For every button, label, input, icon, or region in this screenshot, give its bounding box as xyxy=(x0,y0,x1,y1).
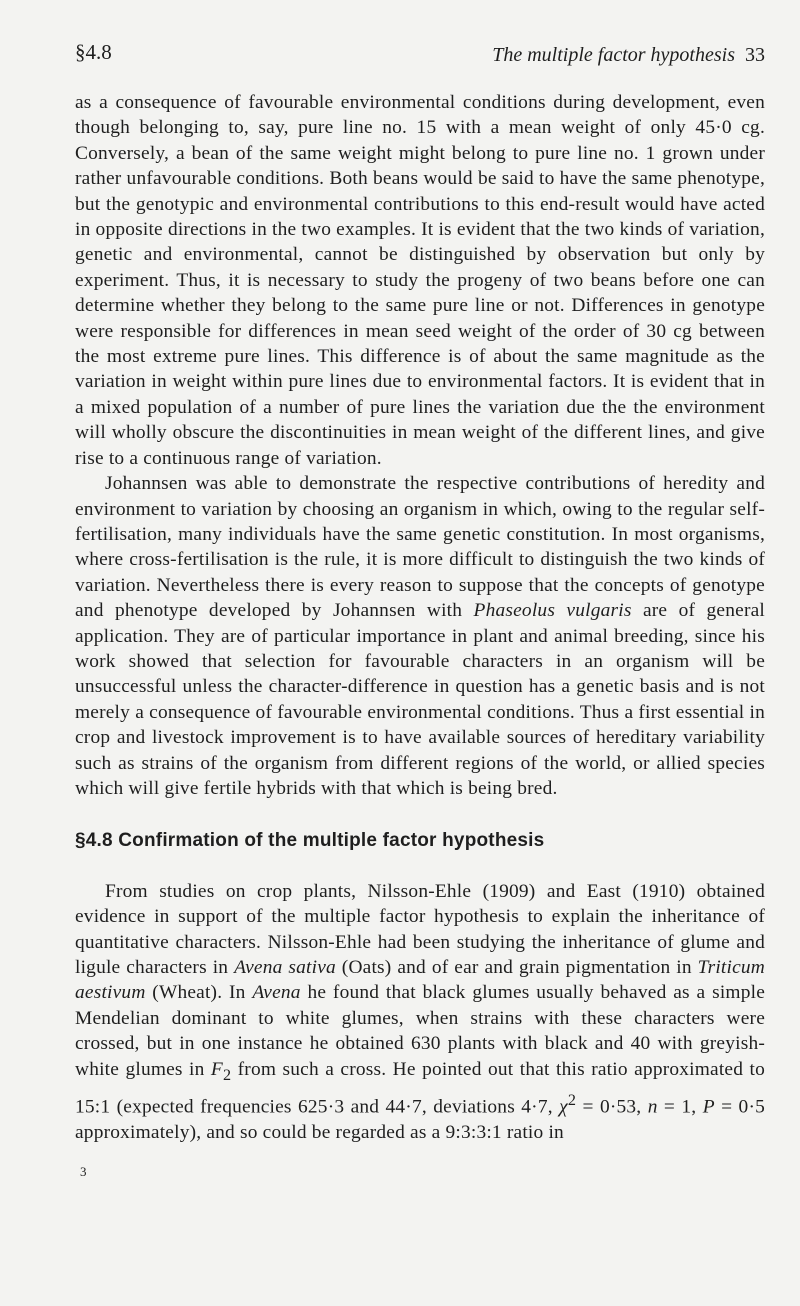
generation-symbol: F xyxy=(210,1058,223,1080)
genus-name: Avena xyxy=(252,982,301,1004)
paragraph-3: From studies on crop plants, Nilsson-Ehle (1909) and East (1910) obtained evidence in support of the multiple factor hypothesis to explain the inheritance of quantitative characters. Nilsson-Ehle had been studying the inheritance of glume and ligule characters in Avena sativa (Oats) and of ear and grain pigmentation in Triticum aestivum (Wheat). In Avena he found that black glumes usually behaved as a simple Mendelian dominant to white glumes, when strains with these characters were crossed, but in one instance he obtained 630 plants with black and 40 with greyish-white glumes in $F_2$ from such a cross. He pointed out that this ratio approximated to 15:1 (expected frequencies 625·3 and 44·7, deviations 4·7, $\chi^2 = 0\cdot 53$, n = 1, P = 0·5 approximately), and so could be regarded as a 9:3:3:1 ratio in xyxy=(75,880,765,1143)
species-name: Avena sativa xyxy=(234,957,336,978)
section-number: §4.8 xyxy=(75,40,112,64)
running-title-block xyxy=(492,44,765,67)
chi-symbol: χ xyxy=(559,1096,568,1118)
running-header xyxy=(75,40,765,80)
species-name: Phaseolus vulgaris xyxy=(473,600,632,622)
page-number: 33 xyxy=(745,44,765,66)
paragraph-2: Johannsen was able to demonstrate the respective contributions of heredity and environment to variation by choosing an organism in which, owing to the regular self-fertilisation, many individuals have the same genetic constitution. In most organisms, where cross-fertilisation is the rule, it is more difficult to distinguish the two kinds of variation. Nevertheless there is every reason to suppose that the concepts of genotype and phenotype developed by Johannsen with Phaseolus vulgaris are of general application. They are of particular importance in plant and animal breeding, since his work showed that selection for favourable characters in an organism will be unsuccessful unless the character-difference in question has a genetic basis and is not merely a consequence of favourable environmental conditions. Thus a first essential in crop and livestock improvement is to have available sources of hereditary variability such as strains of the organism from different regions of the world, or allied species which will give fertile hybrids with that which is being bred. xyxy=(75,473,765,799)
body-text xyxy=(75,90,765,1145)
paragraph-1: as a consequence of favourable environmental conditions during development, even though belonging to, say, pure line no. 15 with a mean weight of only 45·0 cg. Conversely, a bean of the same weight might belong to pure line no. 1 grown under rather unfavourable conditions. Both beans would be said to have the same phenotype, but the genotypic and environmental contributions to this end-result would have acted in opposite directions in the two examples. It is evident that the two kinds of variation, genetic and environmental, cannot be distinguished by observation but only by experiment. Thus, it is necessary to study the progeny of two beans before one can determine whether they belong to the same pure line or not. Differences in genotype were responsible for differences in mean seed weight of the order of 30 cg between the most extreme pure lines. This difference is of about the same magnitude as the variation in weight within pure lines due to environmental factors. It is evident that in a mixed population of a number of pure lines the variation due the the environment will wholly obscure the discontinuities in mean weight of the different lines, and give rise to a continuous range of variation. xyxy=(75,92,765,469)
species-name: Triticum aestivum xyxy=(75,957,765,1004)
running-title: The multiple factor hypothesis xyxy=(492,44,735,66)
signature-mark: 3 xyxy=(80,1164,87,1179)
section-heading: §4.8 Confirmation of the multiple factor hypothesis xyxy=(75,830,545,852)
